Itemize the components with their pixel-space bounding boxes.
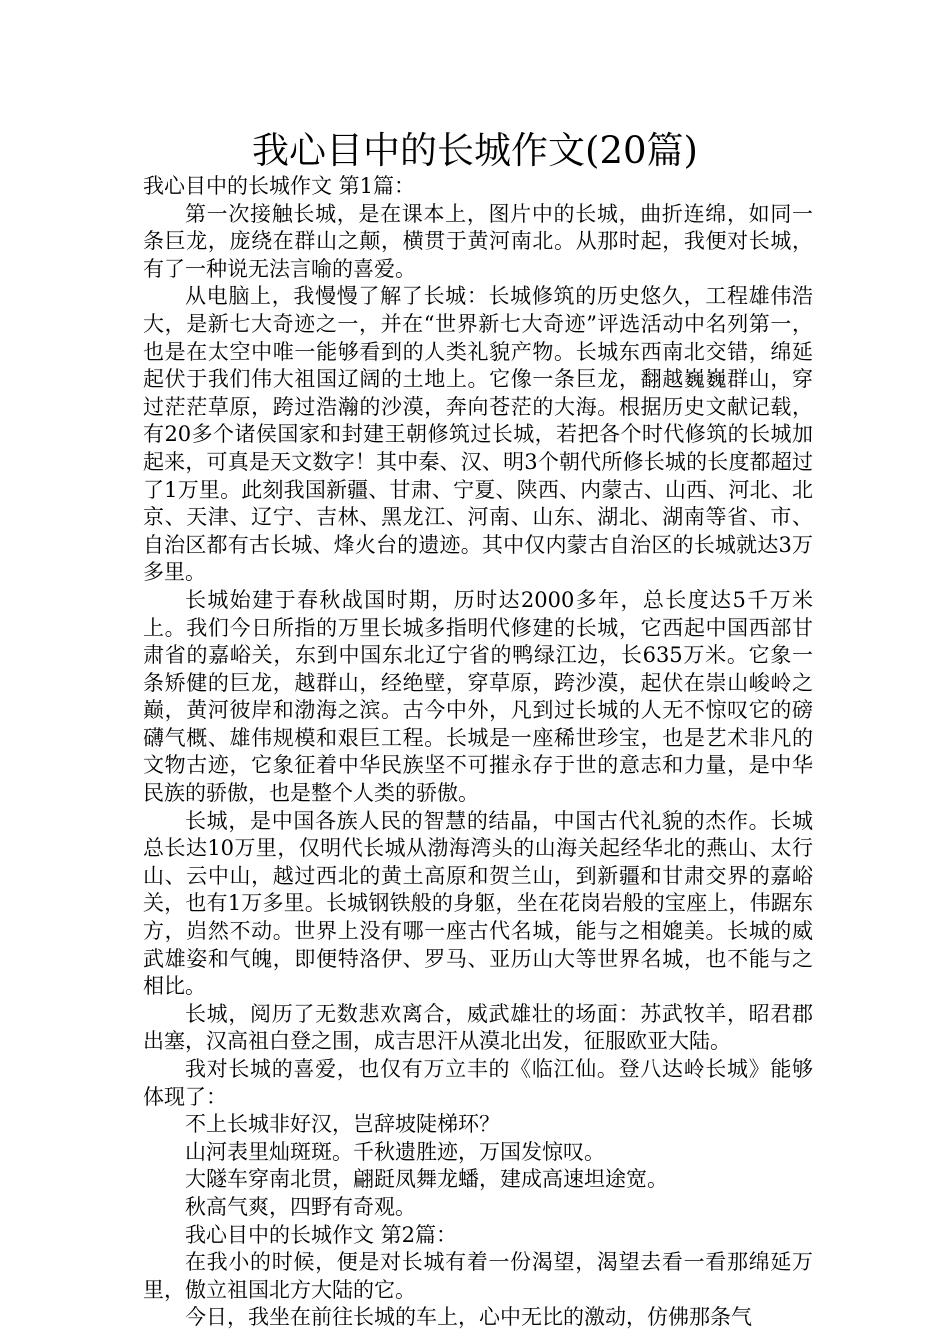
paragraph: 在我小的时候，便是对长城有着一份渴望，渴望去看一看那绵延万里，傲立祖国北方大陆的它。 (143, 1250, 813, 1302)
poem-line: 山河表里灿斑斑。千秋遗胜迹，万国发惊叹。 (185, 1139, 605, 1164)
document-body (143, 173, 813, 1332)
paragraph: 长城，阅历了无数悲欢离合，威武雄壮的场面：苏武牧羊，昭君郡出塞，汉高祖白登之围，成吉思汗从漠北出发，征服欧亚大陆。 (143, 1001, 813, 1054)
essay-heading-2: 我心目中的长城作文 第2篇： (185, 1222, 458, 1247)
paragraph: 长城始建于春秋战国时期，历时达2000多年，总长度达5千万米上。我们今日所指的万里长城多指明代修建的长城，它西起中国西部甘肃省的嘉峪关，东到中国东北辽宁省的鸭绿江边，长635万米。它象一条矫健的巨龙，越群山，经绝壁，穿草原，跨沙漠，起伏在崇山峻岭之巅，黄河彼岸和渤海之滨。古今中外，凡到过长城的人无不惊叹它的磅礴气概、雄伟规模和艰巨工程。长城是一座稀世珍宝，也是艺术非凡的文物古迹，它象征着中华民族坚不可摧永存于世的意志和力量，是中华民族的骄傲，也是整个人类的骄傲。 (143, 587, 813, 806)
essay-heading-1: 我心目中的长城作文 第1篇： (143, 174, 416, 198)
poem-line: 秋高气爽，四野有奇观。 (185, 1194, 416, 1219)
paragraph: 长城，是中国各族人民的智慧的结晶，中国古代礼貌的杰作。长城总长达10万里，仅明代长城从渤海湾头的山海关起经华北的燕山、太行山、云中山，越过西北的黄土高原和贺兰山，到新疆和甘肃交界的嘉峪关，也有1万多里。长城钢铁般的身躯，坐在花岗岩般的宝座上，伟踞东方，岿然不动。世界上没有哪一座古代名城，能与之相媲美。长城的威武雄姿和气魄，即便特洛伊、罗马、亚历山大等世界名城，也不能与之相比。 (143, 808, 813, 999)
document-title: 我心目中的长城作文(20篇) (252, 129, 698, 172)
paragraph: 第一次接触长城，是在课本上，图片中的长城，曲折连绵，如同一条巨龙，庞绕在群山之颠，横贯于黄河南北。从那时起，我便对长城，有了一种说无法言喻的喜爱。 (143, 201, 813, 281)
poem-line: 不上长城非好汉，岂辞坡陡梯环？ (185, 1112, 500, 1137)
paragraph: 我对长城的喜爱，也仅有万立丰的《临江仙。登八达岭长城》能够体现了： (143, 1057, 813, 1109)
paragraph: 从电脑上，我慢慢了解了长城：长城修筑的历史悠久，工程雄伟浩大，是新七大奇迹之一，并在“世界新七大奇迹”评选活动中名列第一，也是在太空中唯一能够看到的人类礼貌产物。长城东西南北交错，绵延起伏于我们伟大祖国辽阔的土地上。它像一条巨龙，翻越巍巍群山，穿过茫茫草原，跨过浩瀚的沙漠，奔向苍茫的大海。根据历史文献记载，有20多个诸侯国家和封建王朝修筑过长城，若把各个时代修筑的长城加起来，可真是天文数字！其中秦、汉、明3个朝代所修长城的长度都超过了1万里。此刻我国新疆、甘肃、宁夏、陕西、内蒙古、山西、河北、北京、天津、辽宁、吉林、黑龙江、河南、山东、湖北、湖南等省、市、自治区都有古长城、烽火台的遗迹。其中仅内蒙古自治区的长城就达3万多里。 (143, 284, 813, 585)
poem-line: 大隧车穿南北贯，翩跹凤舞龙蟠，建成高速坦途宽。 (185, 1167, 668, 1192)
paragraph: 今日，我坐在前往长城的车上，心中无比的激动，仿佛那条气 (185, 1305, 752, 1330)
